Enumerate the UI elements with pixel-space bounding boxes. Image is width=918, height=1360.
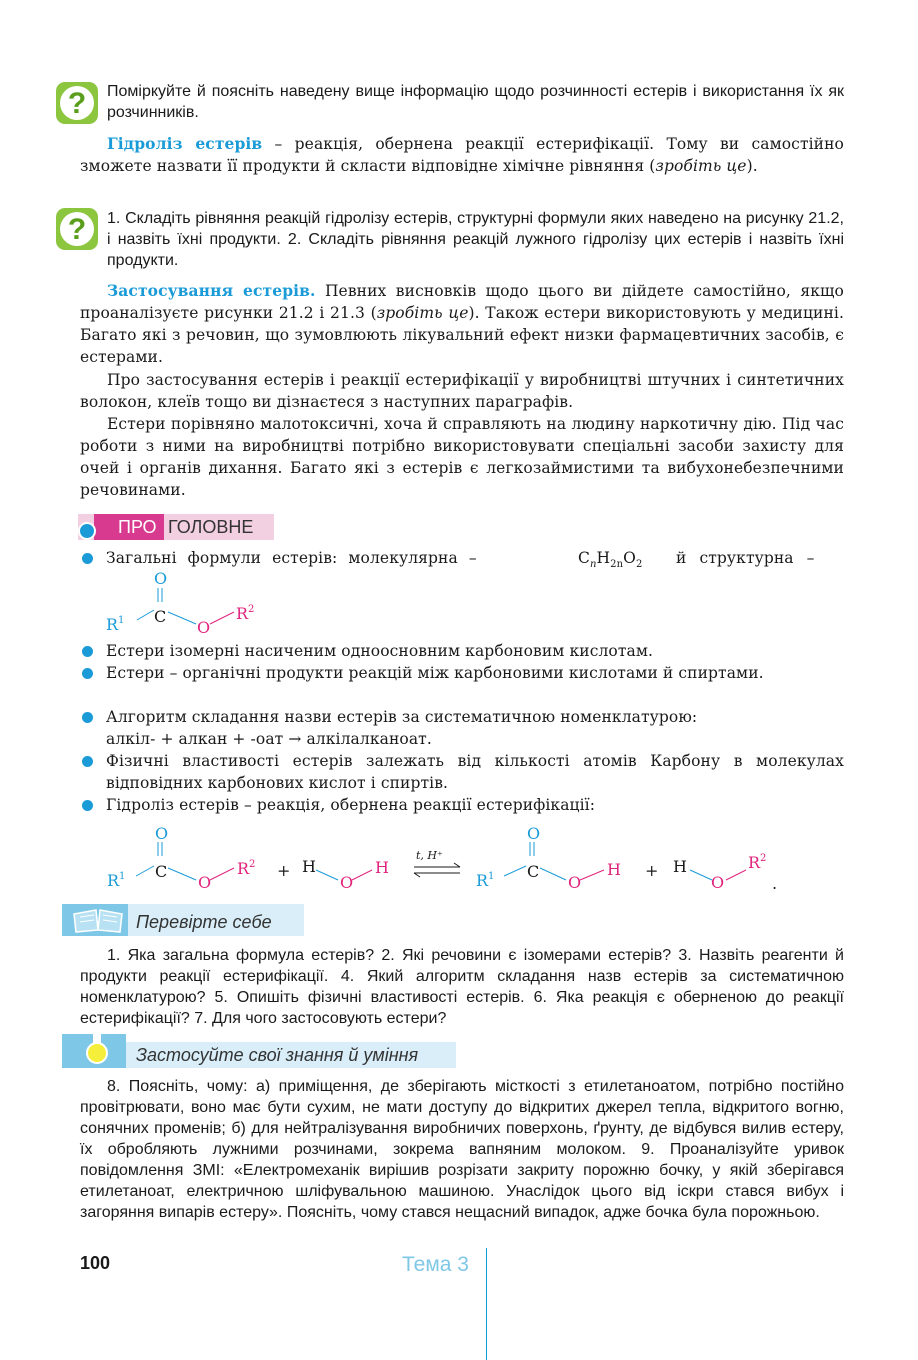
formulas-tail: й структурна –	[676, 549, 815, 567]
summary-item-physical: Фізичні властивості естерів залежать від кількості атомів Карбону в молекулах відповідних карбонових кислот і спиртів.	[106, 752, 844, 792]
formulas-label: Загальні формули естерів: молекулярна –	[106, 549, 477, 567]
eq-ester-carbon: C	[155, 862, 168, 881]
hydrolysis-term: Гідроліз естерів	[107, 134, 263, 153]
summary-item-algorithm-formula: алкіл- + алкан + -оат → алкілалканоат.	[106, 730, 432, 748]
bullet-icon	[82, 712, 93, 723]
application-text-a: Певних висновків щодо цього ви дійдете самостійно, якщо проаналізуєте рисунки 21.2 і 21.3 (	[80, 282, 844, 322]
eq-acid-carbonyl-oxygen: O	[527, 824, 541, 843]
eq-conditions: t, H⁺	[416, 849, 443, 862]
bullet-icon	[82, 668, 93, 679]
eq-alcohol-r2: $R^2$	[748, 853, 767, 872]
summary-item-algorithm: Алгоритм складання назви естерів за систематичною номенклатурою:	[106, 708, 698, 726]
eq-alcohol-h: H	[673, 857, 687, 876]
summary-banner-main: ГОЛОВНЕ	[168, 517, 254, 537]
summary-dot-icon	[78, 522, 96, 540]
eq-acid-carbon: C	[527, 862, 540, 881]
check-banner	[62, 904, 304, 936]
apply-banner	[62, 1034, 456, 1068]
molecular-formula: $C_nH_{2n}O_2$	[578, 549, 643, 570]
summary-item-hydrolysis: Гідроліз естерів – реакція, обернена реакції естерифікації:	[106, 796, 596, 814]
fibers-paragraph: Про застосування естерів і реакції естерифікації у виробництві штучних і синтетичних волокон, клеїв тощо ви дізнаєтеся з наступних параграфів.	[80, 371, 844, 411]
check-questions: 1. Яка загальна формула естерів? 2. Які речовини є ізомерами естерів? 3. Назвіть реагенти й продукти реакції естерифікації. 4. Який алгоритм складання назв естерів за систематичною номенклатурою? 5. Опишіть фізичні властивості естерів. 6. Яка реакція є оберненою до реакції естерифікації? 7. Для чого застосовують естери?	[80, 947, 844, 1027]
bullet-icon	[82, 646, 93, 657]
eq-water-h2: H	[375, 858, 389, 877]
eq-water-oxygen: O	[340, 873, 354, 892]
summary-item-products: Естери – органічні продукти реакцій між карбоновими кислотами й спиртами.	[106, 664, 764, 682]
summary-banner-pro: ПРО	[118, 517, 157, 537]
flask-icon	[86, 1042, 108, 1064]
formula-2n: 2n	[610, 559, 624, 570]
eq-acid-oxygen: O	[568, 873, 582, 892]
formula-2: 2	[635, 559, 643, 570]
book-icon	[72, 908, 124, 934]
bullet-icon	[82, 553, 93, 564]
eq-final-dot: .	[772, 874, 778, 893]
eq-acid-h: H	[607, 860, 621, 879]
summary-banner	[78, 514, 274, 540]
hydrolysis-paragraph	[80, 133, 844, 177]
question-text-1: Поміркуйте й поясніть наведену вище інформацію щодо розчинності естерів і використання їх як розчинників.	[107, 83, 844, 121]
eq-plus-2: +	[645, 861, 659, 880]
application-paragraph	[80, 280, 844, 368]
carbonyl-oxygen: O	[154, 569, 168, 588]
apply-title: Застосуйте свої знання й уміння	[136, 1045, 419, 1065]
footer-topic: Тема 3	[402, 1253, 469, 1276]
r1-group: $R^1$	[106, 615, 125, 634]
r2-group: $R^2$	[236, 604, 255, 623]
eq-ester-r2: $R^2$	[237, 859, 256, 878]
eq-plus-1: +	[277, 861, 291, 880]
apply-tasks: 8. Поясніть, чому: а) приміщення, де зберігають місткості з етилетаноатом, потрібно постійно провітрювати, воно має бути сухим, не мати доступу до відкритих джерел тепла, відкритого вогню, сонячних променів; б) для нейтралізування виробничих поверхонь, ґрунту, де відбувся вилив естеру, їх обробляють лужними розчинами, зокрема вапняним молоком. 9. Проаналізуйте уривок повідомлення ЗМІ: «Електромеханік вирішив розрізати закриту порожню бочку, у якій зберігався етилетаноат, електричною шліфувальною машиною. Унаслідок цього від іскри стався вибух і загоряння випарів естеру». Поясніть, чому стався нещасний випадок, адже бочка була порожньою.	[80, 1078, 844, 1221]
application-italic: зробіть це	[376, 304, 469, 322]
hydrolysis-text: – реакція, обернена реакції естерифікації. Тому ви самостійно зможете назвати її продукти й скласти відповідне хімічне рівняння (	[80, 135, 844, 175]
hydrolysis-end: ).	[746, 157, 758, 175]
eq-water-h1: H	[302, 857, 316, 876]
footer-divider	[486, 1248, 487, 1360]
toxicity-paragraph: Естери порівняно малотоксичні, хоча й справляють на людину наркотичну дію. Під час роботи з ними на виробництві потрібно використовувати спеціальні засоби захисту для очей і органів дихання. Багато які з естерів є легкозаймистими та вибухонебезпечними речовинами.	[80, 415, 844, 499]
question-icon: ?	[56, 82, 98, 124]
question-icon: ?	[56, 208, 98, 250]
carbon-atom: C	[154, 607, 167, 626]
formula-n: n	[589, 559, 597, 570]
bullet-icon	[82, 800, 93, 811]
eq-alcohol-oxygen: O	[711, 873, 725, 892]
eq-ester-r1: $R^1$	[107, 871, 126, 890]
application-term: Застосування естерів.	[107, 281, 316, 300]
eq-ester-carbonyl-oxygen: O	[155, 824, 169, 843]
check-title: Перевірте себе	[136, 912, 272, 932]
summary-item-isomers: Естери ізомерні насиченим одноосновним карбоновим кислотам.	[106, 642, 654, 660]
bullet-icon	[82, 756, 93, 767]
question-text-2: 1. Складіть рівняння реакцій гідролізу естерів, структурні формули яких наведено на рисунку 21.2, і назвіть їхні продукти. 2. Складіть рівняння реакцій лужного гідролізу цих естерів і назвіть їхні продукти.	[107, 210, 844, 269]
ether-oxygen: O	[197, 618, 211, 637]
page-number: 100	[80, 1253, 111, 1273]
hydrolysis-italic: зробіть це	[655, 157, 747, 175]
eq-acid-r1: $R^1$	[476, 871, 495, 890]
application-text-b: ). Також естери використовують у медицині. Багато які з речовин, що зумовлюють лікувальний ефект низки фармацевтичних засобів, є естерами.	[80, 304, 844, 366]
eq-ester-oxygen: O	[198, 873, 212, 892]
